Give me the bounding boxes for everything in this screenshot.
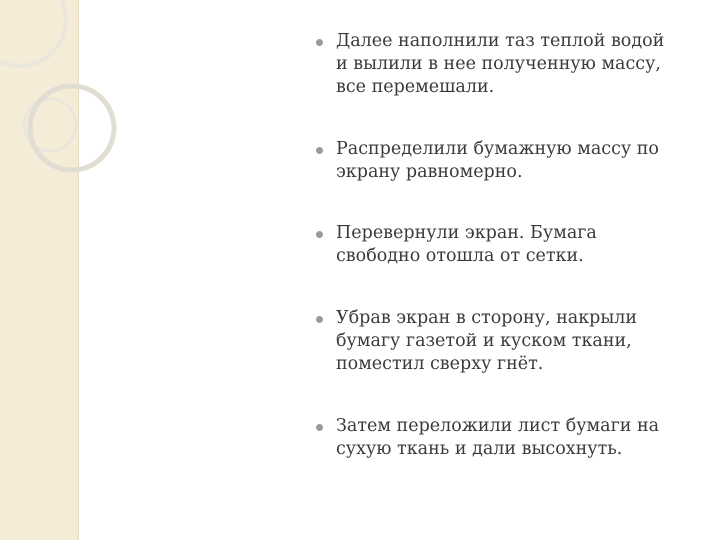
bullet-text: Затем переложили лист бумаги на сухую ткань и дали высохнуть. — [336, 416, 660, 459]
side-panel — [0, 0, 79, 540]
bullet-text: Перевернули экран. Бумага свободно отошла от сетки. — [336, 223, 597, 266]
bullet-item — [313, 222, 708, 268]
bullet-text: Распределили бумажную массу по экрану равномерно. — [336, 139, 659, 182]
bullet-dot-icon — [316, 147, 323, 154]
bullet-text: Далее наполнили таз теплой водой и вылили в нее полученную массу, все перемешали. — [336, 31, 665, 97]
bullet-item — [313, 138, 708, 184]
bullet-text: Убрав экран в сторону, накрыли бумагу газетой и куском ткани, поместил сверху гнёт. — [336, 308, 638, 374]
bullet-item — [313, 415, 708, 461]
bullet-dot-icon — [316, 424, 323, 431]
bullet-item — [313, 307, 708, 376]
bullet-dot-icon — [316, 316, 323, 323]
bullet-item — [313, 30, 708, 99]
bullet-dot-icon — [316, 231, 323, 238]
bullet-dot-icon — [316, 39, 323, 46]
bullet-list — [313, 30, 708, 500]
